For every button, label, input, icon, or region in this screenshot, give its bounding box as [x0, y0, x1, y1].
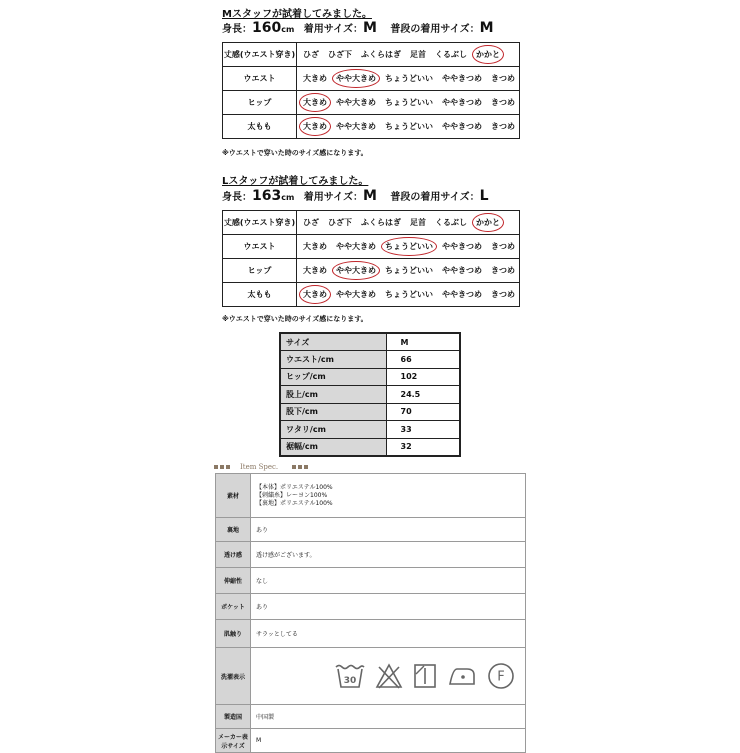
item-spec-table	[215, 473, 526, 753]
waist-row	[223, 67, 520, 91]
option: 大きめ	[303, 74, 327, 83]
size-header-label: サイズ	[280, 333, 386, 351]
fit-options	[297, 283, 520, 307]
option: ふくらはぎ	[361, 218, 401, 227]
decor-square	[292, 465, 296, 469]
item-spec-title: Item Spec.	[240, 463, 279, 471]
spec-value: 透け感がございます。	[251, 542, 526, 568]
size-row-label: 股下/cm	[280, 403, 386, 421]
spec-label: 伸縮性	[216, 568, 251, 594]
row-label: ウエスト	[223, 67, 297, 91]
material-line: 【本体】ポリエステル100%	[256, 483, 333, 491]
fit-options	[297, 235, 520, 259]
spec-value: サラッとしてる	[251, 620, 526, 648]
line-dry-icon	[413, 663, 437, 689]
size-row	[280, 386, 460, 404]
option: ややきつめ	[442, 98, 482, 107]
wash-30-icon	[335, 663, 365, 689]
m-staff-title: Mスタッフが試着してみました。	[222, 9, 372, 20]
option: ややきつめ	[442, 290, 482, 299]
size-row	[280, 421, 460, 439]
row-label: 太もも	[223, 283, 297, 307]
option: ちょうどいい	[385, 74, 433, 83]
spec-label: 透け感	[216, 542, 251, 568]
option: ひざ	[303, 218, 319, 227]
size-row-value: 33	[386, 421, 460, 439]
option: やや大きめ	[336, 122, 376, 131]
option: くるぶし	[435, 50, 467, 59]
option-selected: ちょうどいい	[385, 242, 433, 251]
option: やや大きめ	[336, 290, 376, 299]
care-symbols	[251, 648, 526, 705]
m-staff-note: ※ウエストで穿いた時のサイズ感になります。	[222, 149, 368, 157]
spec-label: 洗濯表示	[216, 648, 251, 705]
material-line: 【刺繍糸】レーヨン100%	[256, 491, 328, 499]
size-row-value: 102	[386, 368, 460, 386]
spec-row-material	[216, 474, 526, 518]
row-label: 丈感(ウエスト穿き)	[223, 43, 297, 67]
size-row-value: 32	[386, 438, 460, 456]
decor-square	[298, 465, 302, 469]
option-selected: 大きめ	[303, 122, 327, 131]
row-label: ウエスト	[223, 235, 297, 259]
fit-options	[297, 259, 520, 283]
option: 大きめ	[303, 242, 327, 251]
size-row-value: 66	[386, 351, 460, 369]
spec-row	[216, 620, 526, 648]
spec-label: 肌触り	[216, 620, 251, 648]
row-label: ヒップ	[223, 91, 297, 115]
length-row	[223, 211, 520, 235]
decor-square	[304, 465, 308, 469]
option: ちょうどいい	[385, 266, 433, 275]
decor-square	[226, 465, 230, 469]
hip-row	[223, 91, 520, 115]
option: ややきつめ	[442, 242, 482, 251]
no-bleach-icon	[375, 663, 403, 689]
row-label: 丈感(ウエスト穿き)	[223, 211, 297, 235]
option: ふくらはぎ	[361, 50, 401, 59]
size-row-label: ヒップ/cm	[280, 368, 386, 386]
length-row	[223, 43, 520, 67]
option: ややきつめ	[442, 74, 482, 83]
option: やや大きめ	[336, 242, 376, 251]
size-row-label: ワタリ/cm	[280, 421, 386, 439]
option: きつめ	[491, 290, 515, 299]
length-options	[297, 43, 520, 67]
size-row-label: ウエスト/cm	[280, 351, 386, 369]
spec-row	[216, 542, 526, 568]
thigh-row	[223, 283, 520, 307]
spec-row-origin	[216, 705, 526, 729]
row-label: ヒップ	[223, 259, 297, 283]
option: ややきつめ	[442, 122, 482, 131]
spec-value: 中国製	[251, 705, 526, 729]
dry-clean-f-icon	[487, 662, 515, 690]
option: やや大きめ	[336, 98, 376, 107]
hip-row	[223, 259, 520, 283]
decor-square	[214, 465, 218, 469]
option: きつめ	[491, 74, 515, 83]
size-header-value: M	[386, 333, 460, 351]
low-iron-icon	[447, 663, 477, 689]
option: ややきつめ	[442, 266, 482, 275]
wash-temp-label: 30	[343, 676, 357, 686]
option: きつめ	[491, 122, 515, 131]
option: きつめ	[491, 266, 515, 275]
item-spec-heading	[214, 462, 310, 472]
option: 大きめ	[303, 266, 327, 275]
spec-label: ポケット	[216, 594, 251, 620]
spec-label: 素材	[216, 474, 251, 518]
option: ちょうどいい	[385, 122, 433, 131]
length-options	[297, 211, 520, 235]
option: ちょうどいい	[385, 98, 433, 107]
option-selected: やや大きめ	[336, 74, 376, 83]
size-row	[280, 403, 460, 421]
size-row	[280, 438, 460, 456]
size-row-label: 股上/cm	[280, 386, 386, 404]
l-staff-note: ※ウエストで穿いた時のサイズ感になります。	[222, 315, 368, 323]
option-selected: 大きめ	[303, 98, 327, 107]
option: きつめ	[491, 98, 515, 107]
thigh-row	[223, 115, 520, 139]
waist-row	[223, 235, 520, 259]
size-row-value: 24.5	[386, 386, 460, 404]
fit-options	[297, 91, 520, 115]
option: ひざ	[303, 50, 319, 59]
option-selected: やや大きめ	[336, 266, 376, 275]
spec-row	[216, 594, 526, 620]
m-staff-fit-table	[222, 42, 520, 139]
option: ちょうどいい	[385, 290, 433, 299]
option: ひざ下	[328, 218, 352, 227]
l-staff-fit-table	[222, 210, 520, 307]
spec-value: なし	[251, 568, 526, 594]
option-selected: かかと	[476, 50, 500, 59]
spec-row-care	[216, 648, 526, 705]
spec-label: メーカー表示サイズ	[216, 729, 251, 753]
size-row-value: 70	[386, 403, 460, 421]
spec-row	[216, 568, 526, 594]
spec-value-material	[251, 474, 526, 518]
m-staff-stats: 身長：160cm 着用サイズ：M 普段の着用サイズ：M	[222, 20, 494, 36]
option: ひざ下	[328, 50, 352, 59]
spec-value: あり	[251, 594, 526, 620]
fit-options	[297, 67, 520, 91]
row-label: 太もも	[223, 115, 297, 139]
l-staff-title: Lスタッフが試着してみました。	[222, 176, 369, 187]
size-header-row	[280, 333, 460, 351]
size-row	[280, 368, 460, 386]
spec-row-maker-size	[216, 729, 526, 753]
dry-clean-letter: F	[497, 669, 505, 685]
option-selected: 大きめ	[303, 290, 327, 299]
size-table	[279, 332, 461, 457]
spec-value: M	[251, 729, 526, 753]
size-row	[280, 351, 460, 369]
material-line: 【裏地】ポリエステル100%	[256, 499, 333, 507]
option: きつめ	[491, 242, 515, 251]
l-staff-stats: 身長：163cm 着用サイズ：M 普段の着用サイズ：L	[222, 188, 489, 204]
fit-options	[297, 115, 520, 139]
spec-row	[216, 518, 526, 542]
option: 足首	[410, 218, 426, 227]
option-selected: かかと	[476, 218, 500, 227]
spec-label: 裏地	[216, 518, 251, 542]
decor-square	[220, 465, 224, 469]
spec-value: あり	[251, 518, 526, 542]
size-row-label: 裾幅/cm	[280, 438, 386, 456]
spec-label: 製造国	[216, 705, 251, 729]
option: 足首	[410, 50, 426, 59]
option: くるぶし	[435, 218, 467, 227]
